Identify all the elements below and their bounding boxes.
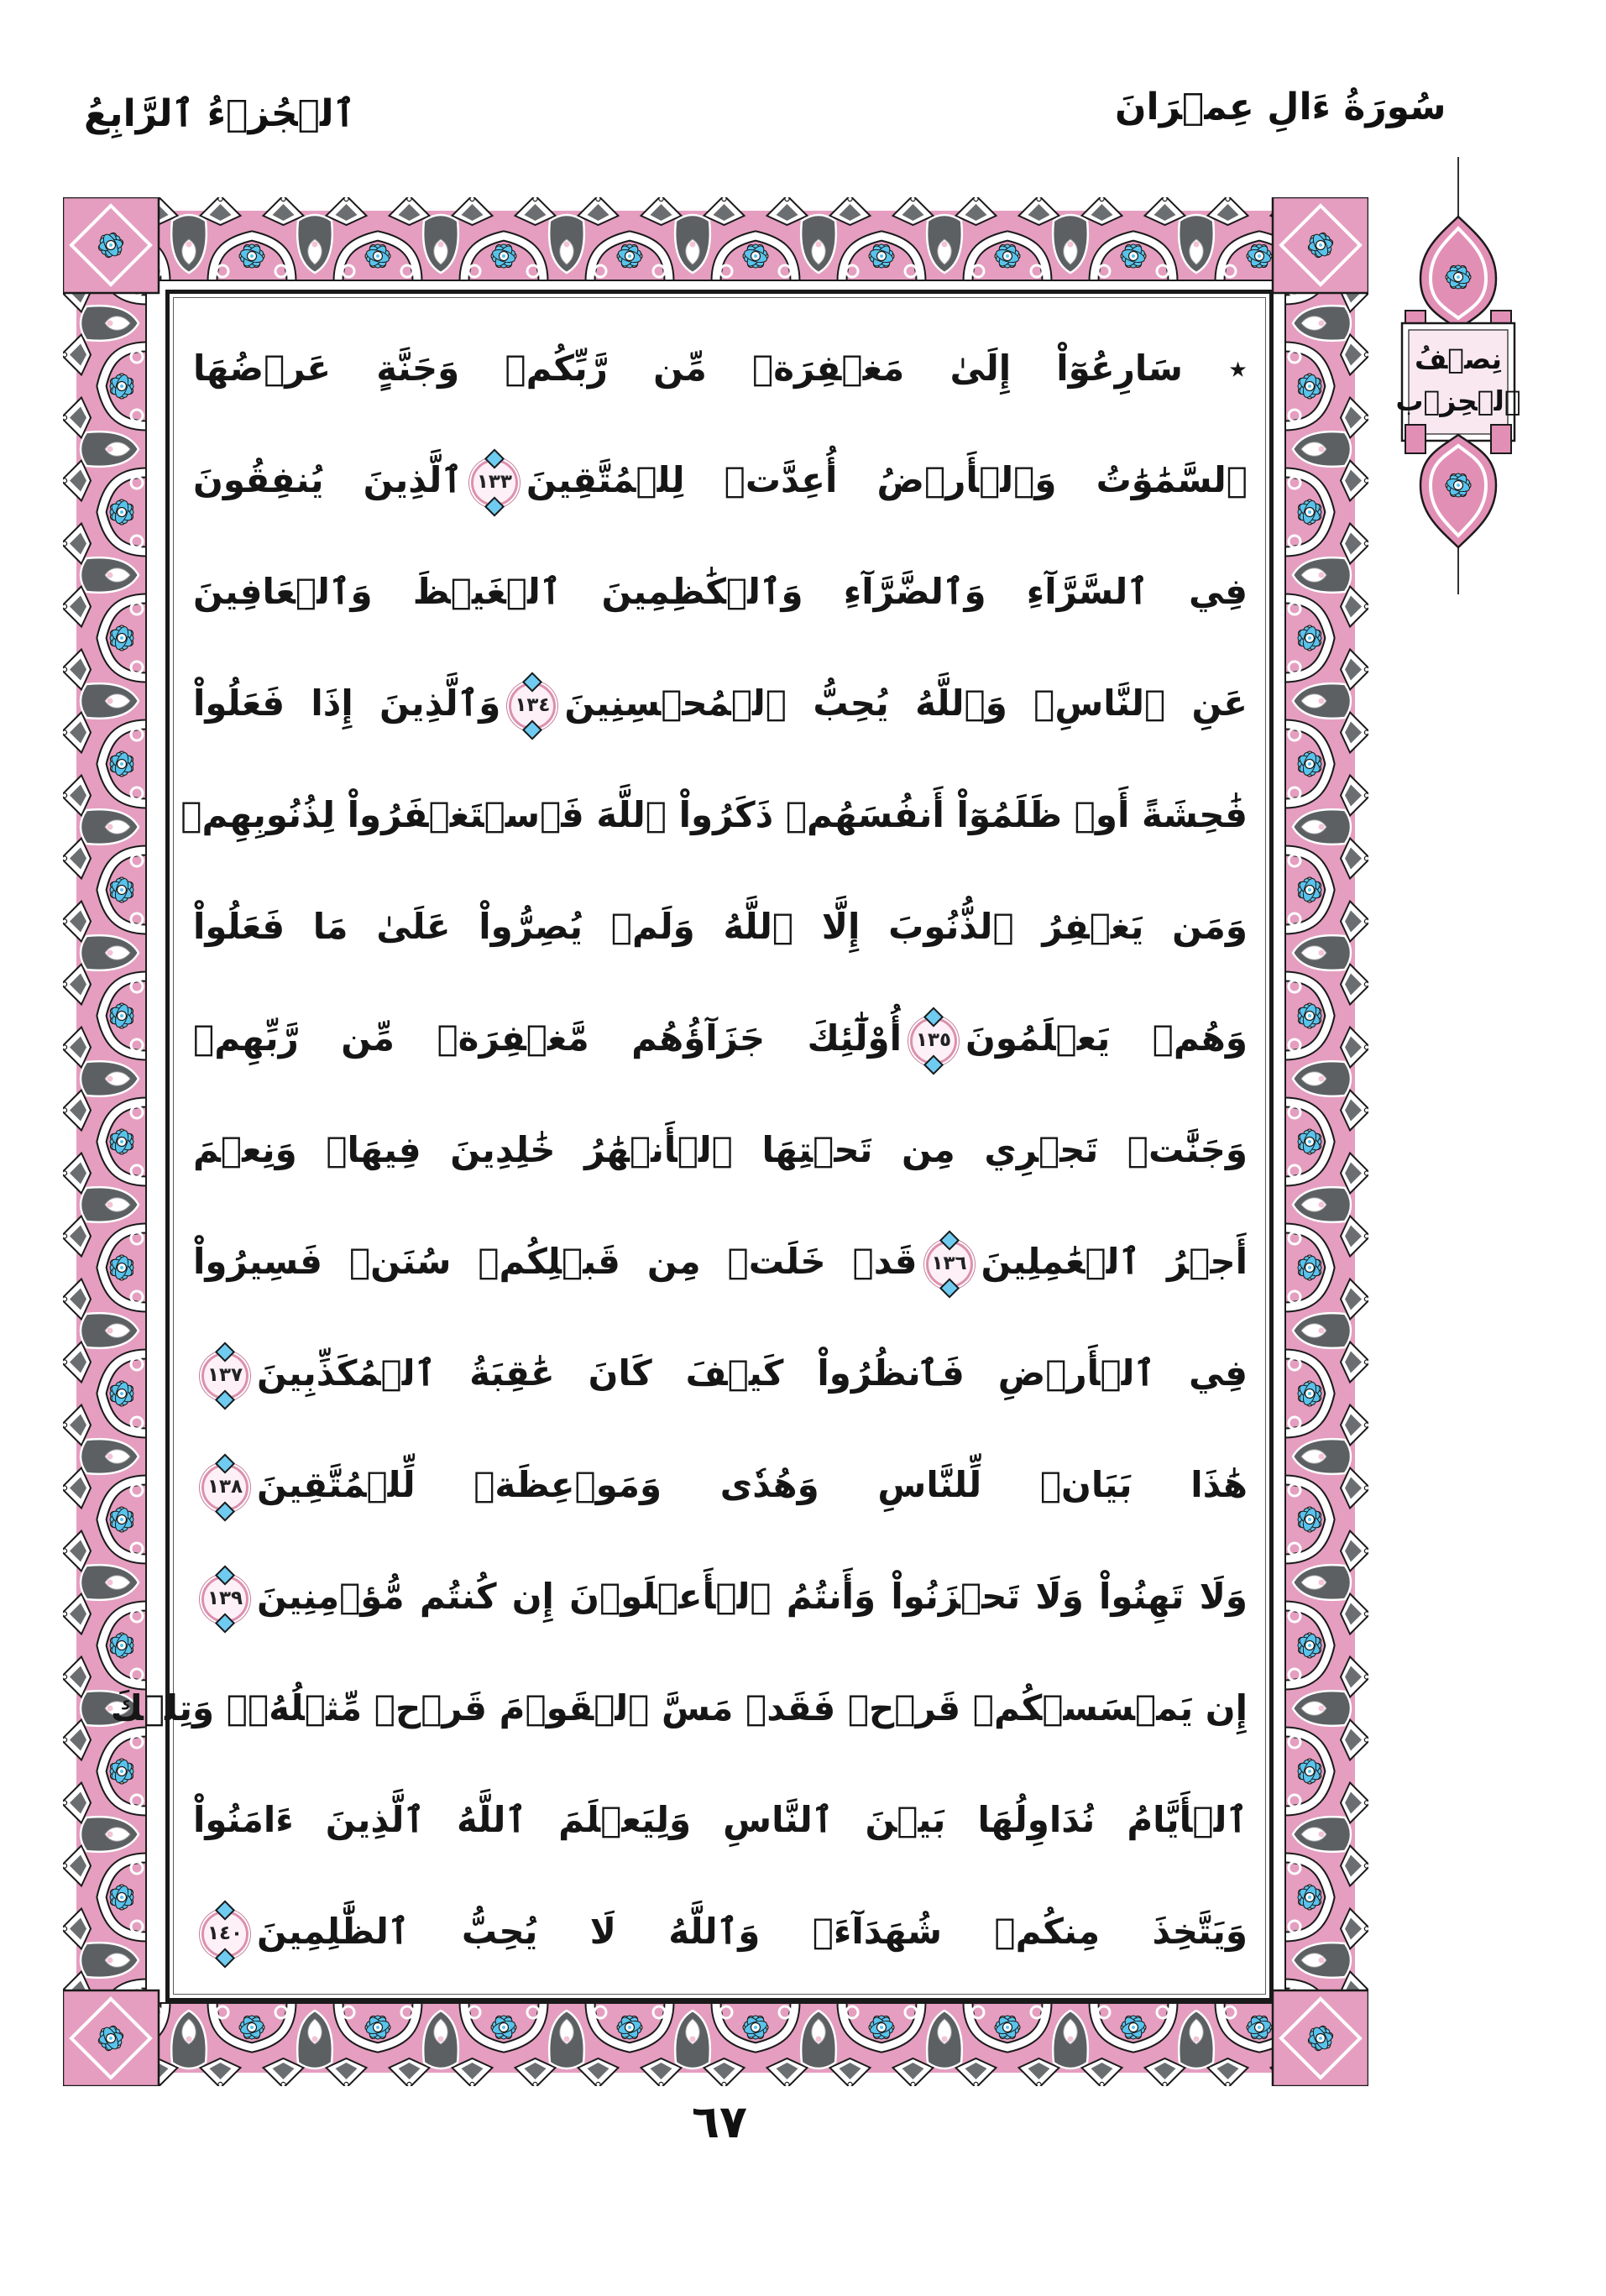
hizb-label-line2: ٱلۡحِزۡب <box>1395 384 1521 417</box>
verse-number: ١٤٠ <box>207 1922 243 1944</box>
verse-text: فِي ٱلسَّرَّآءِ وَٱلضَّرَّآءِ وَٱلۡكَٰظِمِينَ ٱلۡغَيۡظَ وَٱلۡعَافِينَ <box>193 571 1248 612</box>
verse-text: وَيَتَّخِذَ مِنكُمۡ شُهَدَآءَۗ وَٱللَّهُ لَا يُحِبُّ ٱلظَّٰلِمِينَ <box>257 1911 1248 1952</box>
verse-text: عَنِ ٱلنَّاسِۗ وَٱللَّهُ يُحِبُّ ٱلۡمُحۡسِنِينَ <box>564 683 1248 724</box>
border-corner-bottom-left <box>63 1990 159 2086</box>
verse-number-rosette-icon <box>910 1017 957 1064</box>
verse-text: وَٱلَّذِينَ إِذَا فَعَلُواْ <box>193 683 501 724</box>
verse-text: وَجَنَّٰتٞ تَجۡرِي مِن تَحۡتِهَا ٱلۡأَنۡهَٰرُ خَٰلِدِينَ فِيهَاۚ وَنِعۡمَ <box>193 1129 1248 1170</box>
quran-line <box>193 1317 1248 1429</box>
verse-text: فِي ٱلۡأَرۡضِ فَٱنظُرُواْ كَيۡفَ كَانَ عَٰقِبَةُ ٱلۡمُكَذِّبِينَ <box>257 1352 1248 1394</box>
quran-line <box>193 424 1248 536</box>
verse-text: وَهُمۡ يَعۡلَمُونَ <box>965 1017 1248 1059</box>
quran-line <box>193 312 1248 424</box>
verse-number: ١٣٩ <box>207 1587 243 1609</box>
juz-header: ٱلۡجُزۡءُ ٱلرَّابِعُ <box>84 92 356 135</box>
quran-line <box>193 647 1248 759</box>
verse-number-rosette-icon <box>926 1241 973 1288</box>
verse-number-rosette-icon <box>509 683 556 730</box>
verse-number-rosette-icon <box>201 1352 248 1399</box>
quran-line <box>193 871 1248 982</box>
verse-number: ١٣٣ <box>476 471 512 493</box>
verse-number-rosette-icon <box>201 1576 248 1623</box>
hizb-half-marker <box>1362 151 1555 604</box>
verse-number: ١٣٨ <box>207 1476 243 1498</box>
verse-number: ١٣٧ <box>207 1364 243 1386</box>
surah-header: سُورَةُ ءَالِ عِمۡرَانَ <box>1115 86 1446 128</box>
hizb-label-line1: نِصۡفُ <box>1415 343 1503 375</box>
verse-text: ٱلسَّمَٰوَٰتُ وَٱلۡأَرۡضُ أُعِدَّتۡ لِلۡمُتَّقِينَ <box>526 459 1248 500</box>
verse-text: وَمَن يَغۡفِرُ ٱلذُّنُوبَ إِلَّا ٱللَّهُ وَلَمۡ يُصِرُّواْ عَلَىٰ مَا فَعَلُواْ <box>193 906 1248 947</box>
page-number: ٦٧ <box>692 2095 747 2148</box>
verse-text: إِن يَمۡسَسۡكُمۡ قَرۡحٞ فَقَدۡ مَسَّ ٱلۡقَوۡمَ قَرۡحٞ مِّثۡلُهُۥۚ وَتِلۡكَ <box>110 1687 1248 1729</box>
border-corner-top-right <box>1273 197 1368 293</box>
border-corner-top-left <box>63 197 159 293</box>
quran-line <box>193 1540 1248 1652</box>
verse-number-rosette-icon <box>471 459 518 506</box>
quran-lines <box>110 312 1248 1987</box>
border-corner-bottom-right <box>1273 1990 1368 2086</box>
verse-text: فَٰحِشَةً أَوۡ ظَلَمُوٓاْ أَنفُسَهُمۡ ذَكَرُواْ ٱللَّهَ فَٱسۡتَغۡفَرُواْ لِذُنُوبِهِمۡ <box>180 794 1248 835</box>
verse-text: وَلَا تَهِنُواْ وَلَا تَحۡزَنُواْ وَأَنتُمُ ٱلۡأَعۡلَوۡنَ إِن كُنتُم مُّؤۡمِنِينَ <box>257 1576 1248 1617</box>
verse-number: ١٣٥ <box>915 1029 952 1051</box>
verse-number-rosette-icon <box>201 1464 248 1511</box>
hizb-label <box>1395 327 1521 432</box>
verse-text: ٱلۡأَيَّامُ نُدَاوِلُهَا بَيۡنَ ٱلنَّاسِ وَلِيَعۡلَمَ ٱللَّهُ ٱلَّذِينَ ءَامَنُواْ <box>193 1799 1248 1840</box>
verse-text: قَدۡ خَلَتۡ مِن قَبۡلِكُمۡ سُنَنٞ فَسِيرُواْ <box>193 1241 918 1282</box>
quran-line <box>193 1429 1248 1540</box>
quran-line <box>193 1875 1248 1987</box>
verse-number: ١٣٤ <box>515 694 551 716</box>
verse-number: ١٣٦ <box>931 1253 967 1274</box>
quran-line <box>193 1206 1248 1317</box>
quran-line <box>193 982 1248 1094</box>
verse-text: أُوْلَٰٓئِكَ جَزَآؤُهُم مَّغۡفِرَةٞ مِّن رَّبِّهِمۡ <box>193 1017 902 1059</box>
quran-line <box>110 1652 1248 1764</box>
quran-line <box>193 536 1248 647</box>
verse-text: ٱلَّذِينَ يُنفِقُونَ <box>193 459 463 500</box>
quran-line <box>193 1094 1248 1206</box>
verse-text: هَٰذَا بَيَانٞ لِّلنَّاسِ وَهُدٗى وَمَوۡعِظَةٞ لِّلۡمُتَّقِينَ <box>257 1464 1248 1505</box>
verse-number-rosette-icon <box>201 1911 248 1958</box>
quran-line <box>193 1764 1248 1875</box>
quran-line <box>180 759 1248 871</box>
verse-text: أَجۡرُ ٱلۡعَٰمِلِينَ <box>981 1241 1248 1282</box>
verse-text: ٭ سَارِعُوٓاْ إِلَىٰ مَغۡفِرَةٖ مِّن رَّبِّكُمۡ وَجَنَّةٍ عَرۡضُهَا <box>193 348 1248 389</box>
